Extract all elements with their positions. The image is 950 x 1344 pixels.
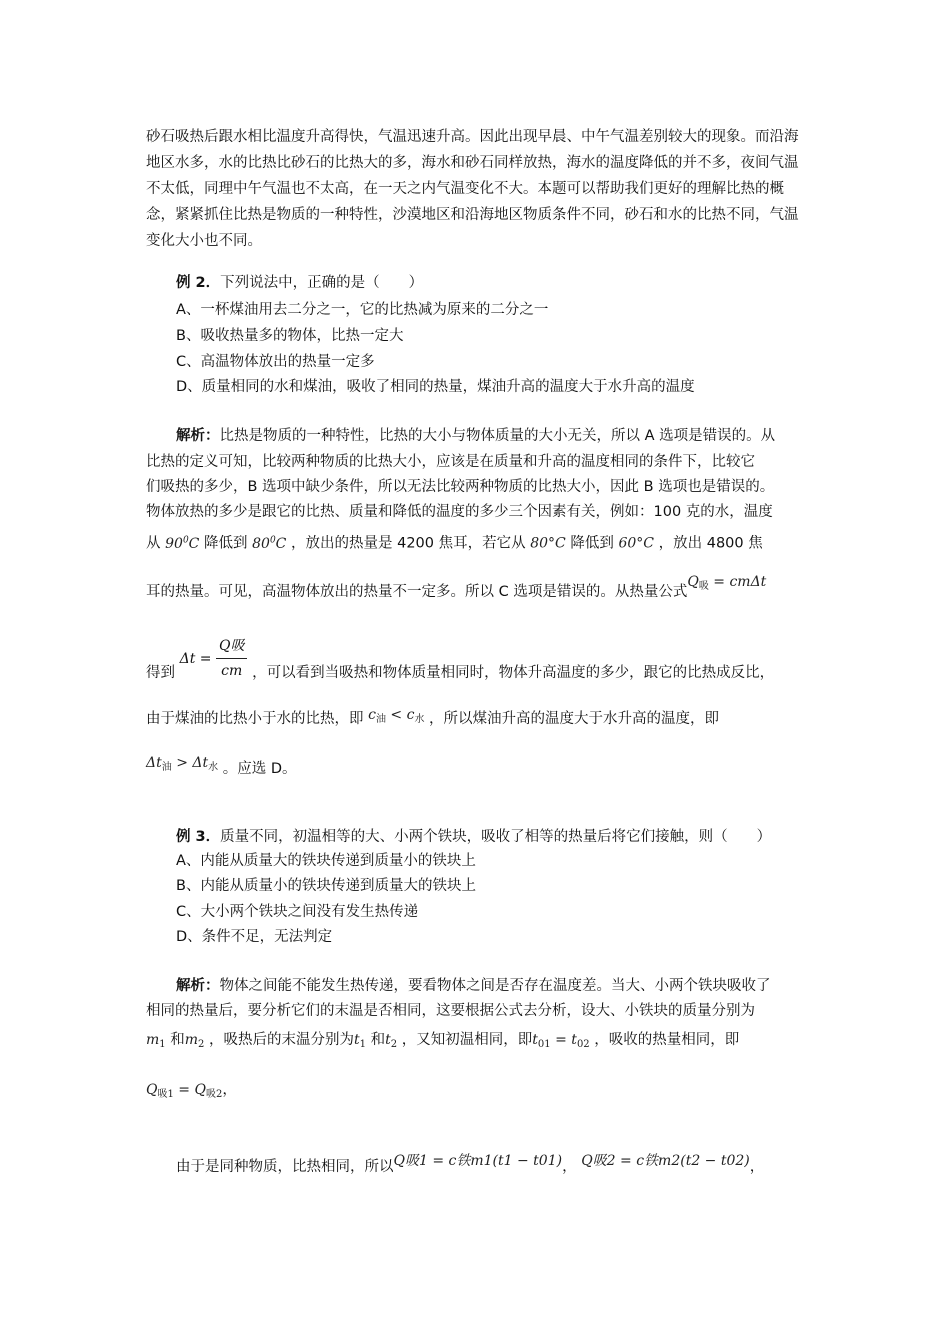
example-3-analysis-line-1: 解析：物体之间能不能发生热传递，要看物体之间是否存在温度差。当大、小两个铁块吸收了 <box>176 978 771 994</box>
intro-paragraph: 砂石吸热后跟水相比温度升高得快，气温迅速升高。因此出现早晨、中午气温差别较大的现象。而沿海地区水多，水的比热比砂石的比热大的多，海水和砂石同样放热，海水的温度降低的并不多，夜间气温不太低，同理中午气温也不太高，在一天之内气温变化不大。本题可以帮助我们更好的理解比热的概念，紧紧抓住比热是物质的一种特性，沙漠地区和沿海地区物质条件不同，砂石和水的比热不同，气温变化大小也不同。 <box>146 129 799 249</box>
example-3-option-b: B、内能从质量小的铁块传递到质量大的铁块上 <box>176 878 476 894</box>
delta-t-fraction: Δt = $\frac{\text{Q吸}}{cm}$ <box>180 634 248 683</box>
q1-equals-q2: $Q_{吸1} = Q_{吸2}$ <box>146 1082 223 1100</box>
example-2-option-d: D、质量相同的水和煤油，吸收了相同的热量，煤油升高的温度大于水升高的温度 <box>176 379 695 395</box>
example-3-analysis-line-3: $m_1$ 和$m_2$ ，吸热后的末温分别为$t_1$ 和$t_2$ ，又知初温相同，即$t_{01} = t_{02}$ ，吸收的热量相同，即 <box>146 1032 740 1050</box>
analysis-label: 解析： <box>176 978 220 994</box>
temp-90c: $90^0C$ <box>165 535 200 552</box>
temp-60c: 60°C <box>618 535 655 552</box>
analysis-label: 解析： <box>176 428 220 444</box>
example-2-option-b: B、吸收热量多的物体，比热一定大 <box>176 328 404 344</box>
c-oil-less-c-water: $c_油 < c_水$ <box>368 707 425 725</box>
temp-80c-b: 80°C <box>530 535 566 552</box>
m2: $m_2$ <box>184 1032 205 1050</box>
heat-formula-2: Q吸2 = c铁m2(t2 − t02) <box>581 1153 750 1169</box>
example-3-question-text: 质量不同，初温相等的大、小两个铁块，吸收了相等的热量后将它们接触，则（ ） <box>220 829 772 845</box>
example-3-analysis-line-4: $Q_{吸1} = Q_{吸2}$， <box>146 1082 237 1100</box>
example-3-option-a: A、内能从质量大的铁块传递到质量小的铁块上 <box>176 853 476 869</box>
heat-formula: $Q_吸 = cm\Delta t$ <box>687 574 767 592</box>
example-2-option-a: A、一杯煤油用去二分之一，它的比热减为原来的二分之一 <box>176 302 549 318</box>
example-2-analysis-line-3: 们吸热的多少，B 选项中缺少条件，所以无法比较两种物质的比热大小，因此 B 选项也是错误的。 <box>146 479 775 495</box>
example-3-option-c: C、大小两个铁块之间没有发生热传递 <box>176 904 419 920</box>
example-2-analysis-line-6: 耳的热量。可见，高温物体放出的热量不一定多。所以 C 选项是错误的。从热量公式$Q_吸 = cm\Delta t$ <box>146 574 767 600</box>
example-2-analysis-line-8: 由于煤油的比热小于水的比热，即 $c_油 < c_水$ ，所以煤油升高的温度大于水升高的温度，即 <box>146 707 720 727</box>
example-2-analysis-line-9: $\Delta t_油 > \Delta t_水$ 。应选 D。 <box>146 755 297 777</box>
t2: $t_2$ <box>385 1032 398 1050</box>
m1: $m_1$ <box>146 1032 166 1050</box>
example-2-analysis-line-1: 解析：比热是物质的一种特性，比热的大小与物体质量的大小无关，所以 A 选项是错误的。从 <box>176 428 776 444</box>
example-2-analysis-line-5: 从 $90^0C$ 降低到 $80^0C$ ，放出的热量是 4200 焦耳，若它从 80°C 降低到 60°C ，放出 4800 焦 <box>146 535 763 552</box>
t01-equals-t02: $t_{01} = t_{02}$ <box>532 1032 590 1050</box>
example-3-question <box>176 825 771 849</box>
dt-oil-greater-dt-water: $\Delta t_油 > \Delta t_水$ <box>146 755 219 773</box>
temp-80c: $80^0C$ <box>252 535 287 552</box>
example-3-option-d: D、条件不足，无法判定 <box>176 929 333 945</box>
t1: $t_1$ <box>354 1032 367 1050</box>
example-2-analysis-line-2: 比热的定义可知，比较两种物质的比热大小，应该是在质量和升高的温度相同的条件下，比较它 <box>146 454 755 470</box>
example-3-analysis-line-2: 相同的热量后，要分析它们的末温是否相同，这要根据公式去分析，设大、小铁块的质量分别为 <box>146 1003 755 1019</box>
heat-formula-1: Q吸1 = c铁m1(t1 − t01) <box>393 1153 563 1169</box>
example-2-analysis-line-7: 得到 Δt = $\frac{\text{Q吸}}{cm}$ ，可以看到当吸热和物体质量相同时，物体升高温度的多少，跟它的比热成反比， <box>146 634 774 683</box>
example-2-question <box>176 271 423 295</box>
example-3-label: 例 3． <box>176 829 221 845</box>
example-2-option-c: C、高温物体放出的热量一定多 <box>176 354 375 370</box>
example-2-analysis-line-4: 物体放热的多少是跟它的比热、质量和降低的温度的多少三个因素有关，例如：100 克的水，温度 <box>146 504 773 520</box>
example-2-label: 例 2． <box>176 275 221 291</box>
example-3-analysis-line-5: 由于是同种物质，比热相同，所以Q吸1 = c铁m1(t1 − t01)， Q吸2 = c铁m2(t2 − t02)， <box>176 1153 765 1175</box>
example-2-question-text: 下列说法中，正确的是（ ） <box>220 275 424 291</box>
